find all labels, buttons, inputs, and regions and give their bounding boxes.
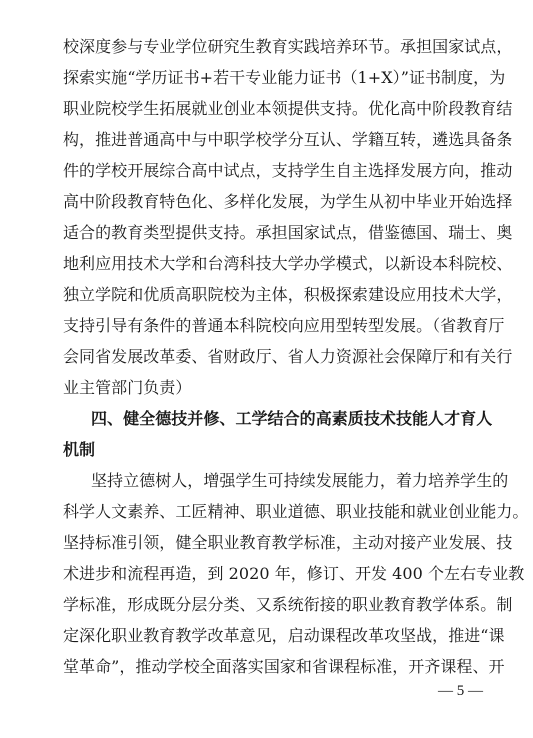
text-line: 支持引导有条件的普通本科院校向应用型转型发展。（省教育厅 (63, 316, 505, 335)
text-line: 件的学校开展综合高中试点，支持学生自主选择发展方向，推动 (63, 161, 513, 180)
text-line: 会同省发展改革委、省财政厅、省人力资源社会保障厅和有关行 (63, 347, 513, 366)
text-line: 高中阶段教育特色化、多样化发展，为学生从初中毕业开始选择 (63, 192, 513, 211)
text-line: 定深化职业教育教学改革意见，启动课程改革攻坚战，推进“课 (63, 626, 505, 645)
text-line: 适合的教育类型提供支持。承担国家试点，借鉴德国、瑞士、奥 (63, 223, 513, 242)
text-line: 科学人文素养、工匠精神、职业道德、职业技能和就业创业能力。 (63, 502, 529, 521)
section-heading-line: 机制 (63, 440, 96, 459)
page-number: — 5 — (438, 683, 483, 699)
text-line: 职业院校学生拓展就业创业本领提供支持。优化高中阶段教育结 (63, 99, 513, 118)
text-line: 坚持标准引领，健全职业教育教学标准，主动对接产业发展、技 (63, 533, 513, 552)
text-line: 独立学院和优质高职院校为主体，积极探索建设应用技术大学， (63, 285, 513, 304)
text-line: 构，推进普通高中与中职学校学分互认、学籍互转，遴选具备条 (63, 130, 513, 149)
text-line: 校深度参与专业学位研究生教育实践培养环节。承担国家试点， (63, 37, 513, 56)
text-line: 业主管部门负责） (63, 378, 192, 397)
text-line: 地利应用技术大学和台湾科技大学办学模式，以新设本科院校、 (63, 254, 513, 273)
text-line: 探索实施“学历证书+若干专业能力证书（1+X）”证书制度，为 (63, 68, 506, 87)
section-heading (63, 403, 499, 465)
page-body (63, 31, 529, 682)
text-line: 术进步和流程再造，到 2020 年，修订、开发 400 个左右专业教 (63, 564, 525, 583)
paragraph-1 (63, 31, 513, 403)
text-line: 堂革命”，推动学校全面落实国家和省课程标准，开齐课程、开 (63, 657, 505, 676)
paragraph-2 (63, 465, 529, 682)
text-line: 学标准，形成既分层分类、又系统衔接的职业教育教学体系。制 (63, 595, 513, 614)
text-line: 坚持立德树人，增强学生可持续发展能力，着力培养学生的 (91, 471, 509, 490)
section-heading-line: 四、健全德技并修、工学结合的高素质技术技能人才育人 (91, 409, 493, 428)
